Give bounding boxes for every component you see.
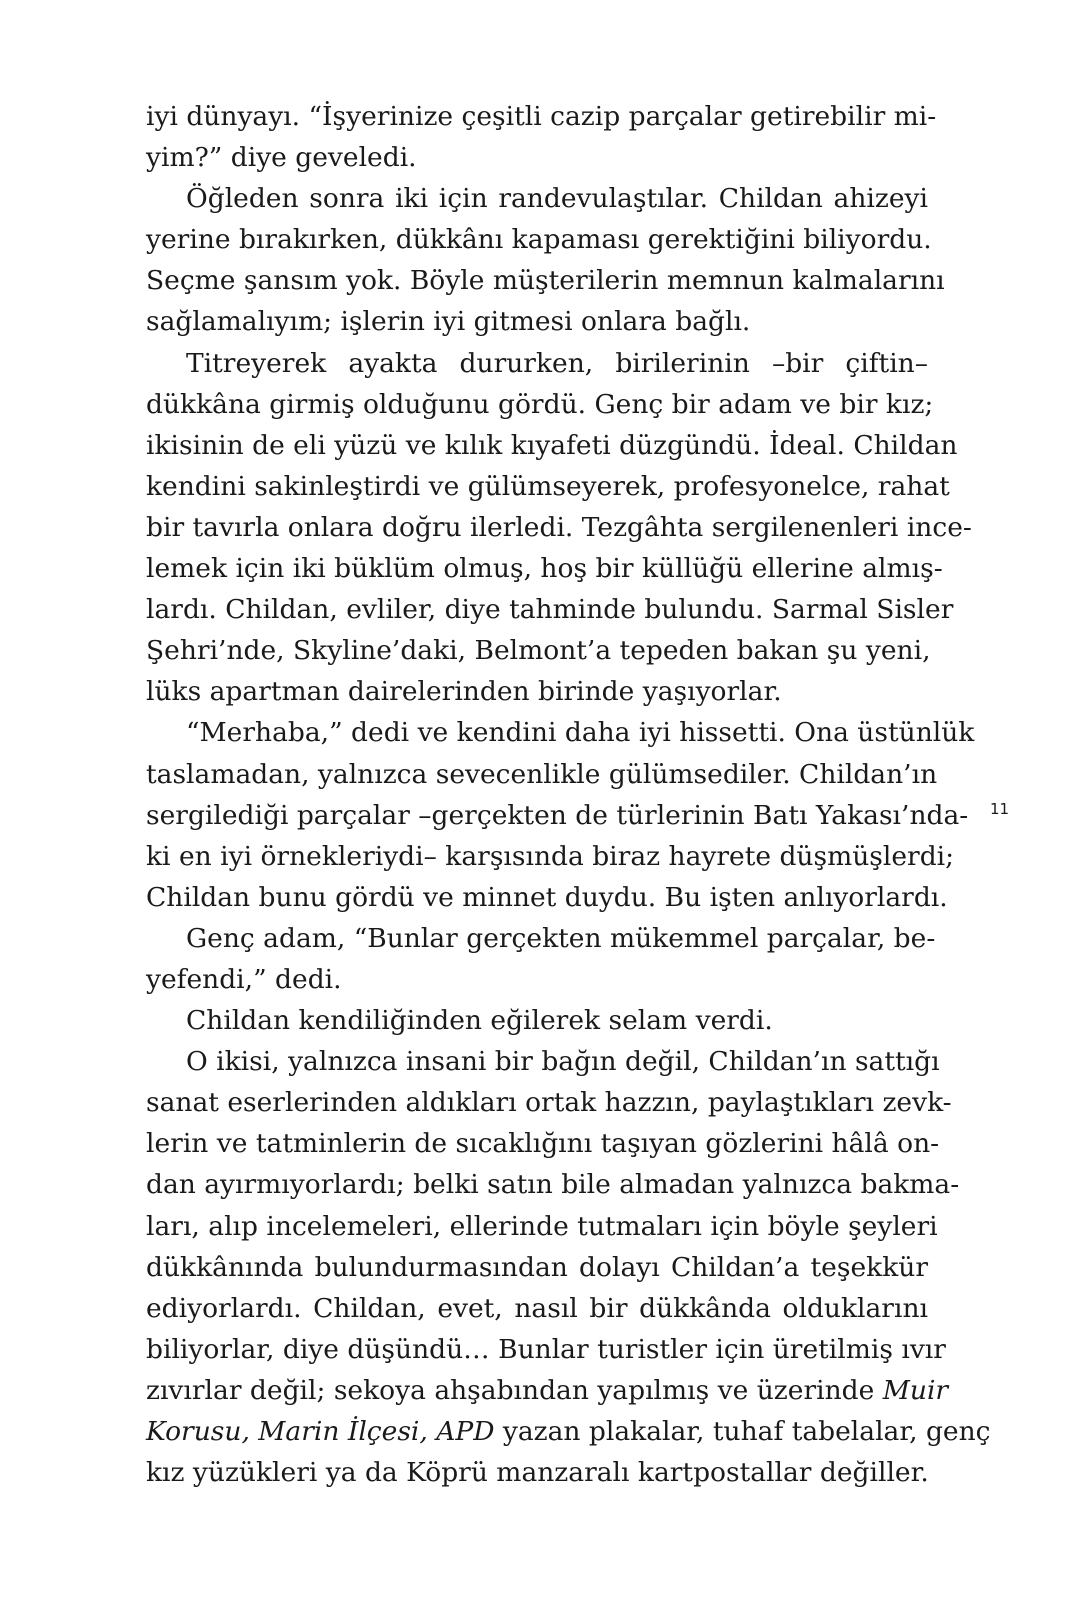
text-line [146,1164,960,1205]
text-line [146,137,928,178]
line-text: yim?” diye geveledi. [146,142,417,174]
text-line [146,548,943,589]
text-line [146,630,931,671]
body-text [146,96,991,1493]
line-text: yazan plakalar, tuhaf tabelalar, genç [494,1416,991,1447]
text-line [146,671,928,712]
page-number: 11 [990,800,1010,818]
text-line [146,1370,949,1411]
text-line [146,959,928,1000]
line-text: dan ayırmıyorlardı; belki satın bile almadan yalnızca bakma- [146,1169,960,1201]
text-line [146,1247,928,1288]
line-text: “Merhaba,” dedi ve kendini daha iyi hissetti. Ona üstünlük [186,717,975,749]
text-line [146,1123,940,1164]
line-text: Genç adam, “Bunlar gerçekten mükemmel parçalar, be- [186,922,936,954]
text-line [146,877,948,918]
line-text: iyi dünyayı. “İşyerinize çeşitli cazip parçalar getirebilir mi- [146,101,937,132]
line-text: Childan bunu gördü ve minnet duydu. Bu işten anlıyorlardı. [146,881,948,913]
line-text: sergilediği parçalar –gerçekten de türlerinin Batı Yakası’nda- [146,799,969,831]
line-text: O ikisi, yalnızca insani bir bağın değil, Childan’ın sattığı [186,1046,940,1078]
text-line [146,425,958,466]
text-line [146,754,938,795]
line-text: yerine bırakırken, dükkânı kapaması gerektiğini biliyordu. [146,224,932,256]
line-text: Childan kendiliğinden eğilerek selam verdi. [186,1005,773,1037]
line-text: zıvırlar değil; sekoya ahşabından yapılmış ve üzerinde [146,1374,875,1406]
text-line [146,1206,938,1247]
text-line [146,589,954,630]
line-text: Seçme şansım yok. Böyle müşterilerin memnun kalmalarını [146,265,945,297]
line-text: ediyorlardı. Childan, evet, nasıl bir dükkânda olduklarını [146,1292,928,1324]
line-text: lemek için iki büklüm olmuş, hoş bir küllüğü ellerine almış- [146,553,943,585]
text-line [146,918,936,959]
line-text: kendini sakinleştirdi ve gülümseyerek, profesyonelce, rahat [146,470,950,502]
line-text: Şehri’nde, Skyline’daki, Belmont’a tepeden bakan şu yeni, [146,635,931,667]
text-line [146,712,975,753]
text-line [146,1411,991,1452]
text-line [146,1000,928,1041]
text-line [146,1041,940,1082]
text-line [146,1329,946,1370]
line-text: ki en iyi örnekleriydi– karşısında biraz hayrete düşmüşlerdi; [146,840,955,872]
text-line [146,384,934,425]
line-text: dükkânında bulundurmasından dolayı Childan’a teşekkür [146,1251,928,1283]
text-line [146,343,928,384]
text-line [146,795,969,836]
text-line [146,1288,928,1329]
line-text: dükkâna girmiş olduğunu gördü. Genç bir adam ve bir kız; [146,388,934,420]
line-text: lüks apartman dairelerinden birinde yaşıyorlar. [146,676,782,708]
line-text: sanat eserlerinden aldıkları ortak hazzın, paylaştıkları zevk- [146,1087,952,1119]
text-line [146,1452,928,1493]
text-line [146,96,937,137]
text-line [146,507,972,548]
text-line [146,219,932,260]
line-text: lardı. Childan, evliler, diye tahminde bulundu. Sarmal Sisler [146,594,954,626]
line-text: lerin ve tatminlerin de sıcaklığını taşıyan gözlerini hâlâ on- [146,1128,940,1160]
line-text: ikisinin de eli yüzü ve kılık kıyafeti düzgündü. İdeal. Childan [146,429,958,461]
line-text: yefendi,” dedi. [146,963,342,995]
text-line [146,836,955,877]
text-line [146,466,950,507]
italic-text: Korusu, Marin İlçesi, APD [146,1416,495,1447]
line-text: biliyorlar, diye düşündü… Bunlar turistler için üretilmiş ıvır [146,1333,946,1365]
text-line [146,301,928,342]
line-text: Titreyerek ayakta dururken, birilerinin –bir çiftin– [186,347,928,379]
line-text: taslamadan, yalnızca sevecenlikle gülümsediler. Childan’ın [146,758,938,790]
line-text: ları, alıp incelemeleri, ellerinde tutmaları için böyle şeyleri [146,1210,938,1242]
text-line [146,1082,952,1123]
line-text: kız yüzükleri ya da Köprü manzaralı kartpostallar değiller. [146,1457,929,1489]
text-line [146,260,945,301]
text-line [146,178,928,219]
italic-text: Muir [882,1374,949,1406]
line-text: Öğleden sonra iki için randevulaştılar. Childan ahizeyi [186,183,928,215]
line-text: bir tavırla onlara doğru ilerledi. Tezgâhta sergilenenleri ince- [146,511,972,543]
line-text: sağlamalıyım; işlerin iyi gitmesi onlara bağlı. [146,306,751,338]
